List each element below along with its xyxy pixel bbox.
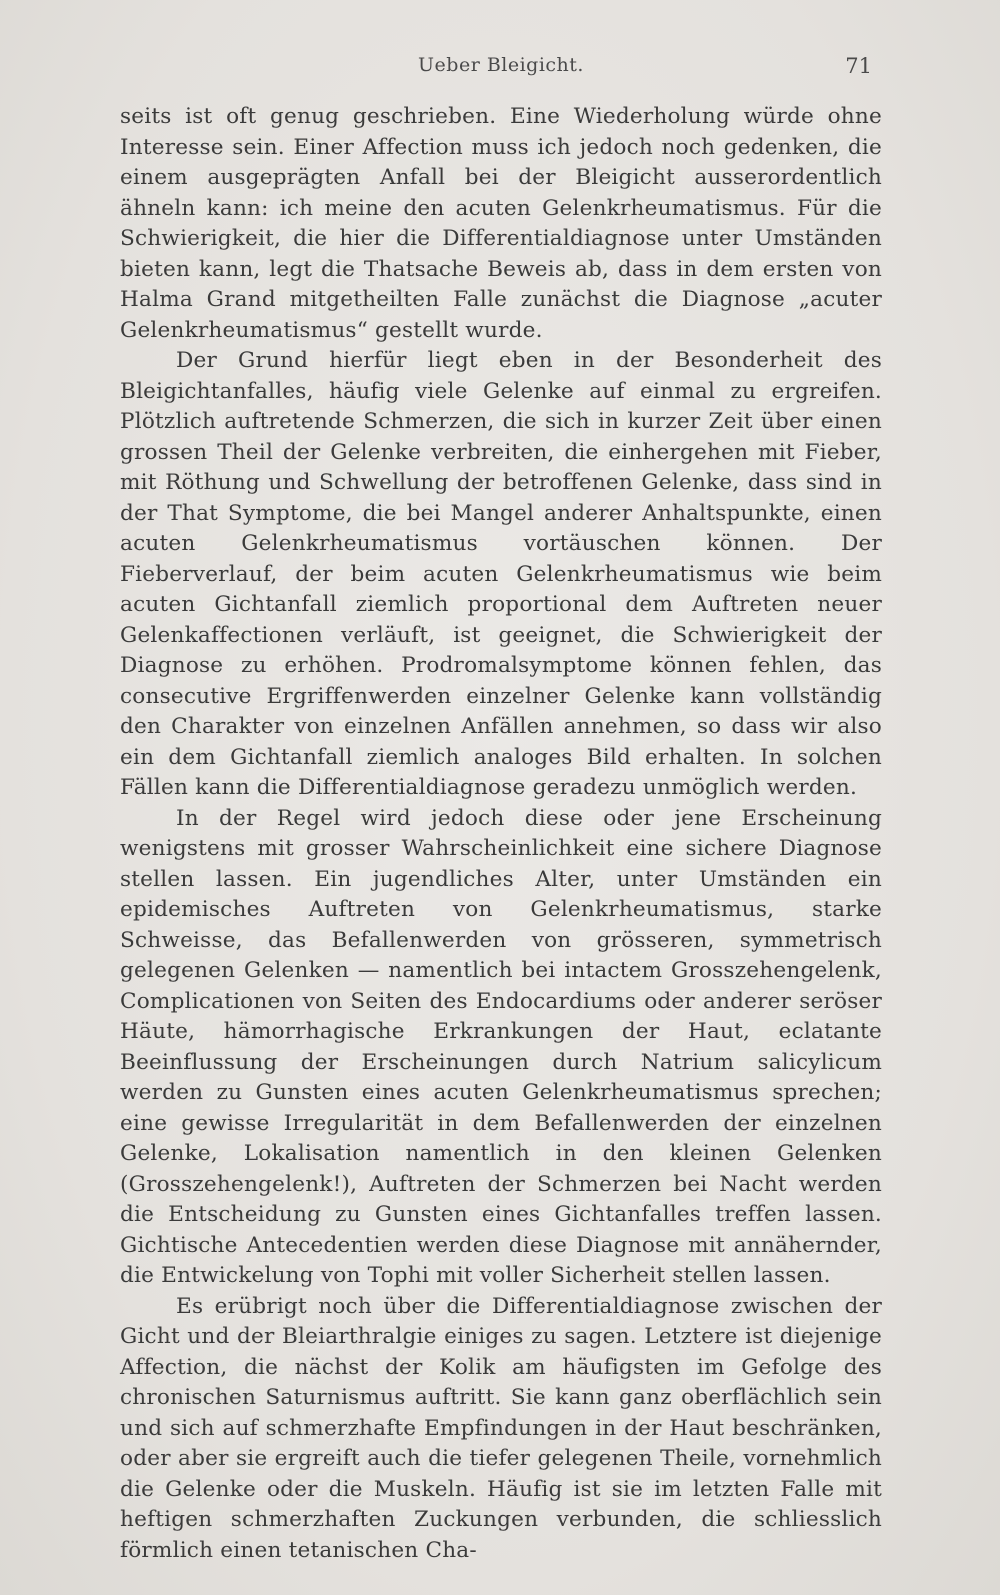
paragraph-continuation: seits ist oft genug geschrieben. Eine Wiederholung würde ohne Interesse sein. Einer Affection muss ich jedoch noch gedenken, die einem ausgeprägten Anfall bei der Bleigicht ausserordentlich ähneln kann: ich meine den acuten Gelenkrheumatismus. Für die Schwierigkeit, die hier die Differentialdiagnose unter Umständen bieten kann, legt die Thatsache Beweis ab, dass in dem ersten von Halma Grand mitgetheilten Falle zunächst die Diagnose „acuter Gelenkrheumatismus“ gestellt wurde. bbox=[120, 104, 882, 343]
paragraph: Es erübrigt noch über die Differentialdiagnose zwischen der Gicht und der Bleiarthralgie einiges zu sagen. Letztere ist diejenige Affection, die nächst der Kolik am häufigsten im Gefolge des chronischen Saturnismus auftritt. Sie kann ganz oberflächlich sein und sich auf schmerzhafte Empfindungen in der Haut beschränken, oder aber sie ergreift auch die tiefer gelegenen Theile, vornehmlich die Gelenke oder die Muskeln. Häufig ist sie im letzten Falle mit heftigen schmerzhaften Zuckungen verbunden, die schliesslich förmlich einen tetanischen Cha- bbox=[120, 1293, 882, 1563]
page-number: 71 bbox=[845, 54, 872, 78]
paragraph: Der Grund hierfür liegt eben in der Besonderheit des Bleigichtanfalles, häufig viele Gelenke auf einmal zu ergreifen. Plötzlich auftretende Schmerzen, die sich in kurzer Zeit über einen grossen Theil der Gelenke verbreiten, die einhergehen mit Fieber, mit Röthung und Schwellung der betroffenen Gelenke, dass sind in der That Symptome, die bei Mangel anderer Anhaltspunkte, einen acuten Gelenkrheumatismus vortäuschen können. Der Fieberverlauf, der beim acuten Gelenkrheumatismus wie beim acuten Gichtanfall ziemlich proportional dem Auftreten neuer Gelenkaffectionen verläuft, ist geeignet, die Schwierigkeit der Diagnose zu erhöhen. Prodromalsymptome können fehlen, das consecutive Ergriffenwerden einzelner Gelenke kann vollständig den Charakter von einzelnen Anfällen annehmen, so dass wir also ein dem Gichtanfall ziemlich analoges Bild erhalten. In solchen Fällen kann die Differentialdiagnose geradezu unmöglich werden. bbox=[120, 348, 882, 800]
page-header bbox=[120, 54, 882, 86]
body-text bbox=[120, 102, 882, 1566]
running-title: Ueber Bleigicht. bbox=[418, 54, 584, 76]
paragraph: In der Regel wird jedoch diese oder jene Erscheinung wenigstens mit grosser Wahrscheinlichkeit eine sichere Diagnose stellen lassen. Ein jugendliches Alter, unter Umständen ein epidemisches Auftreten von Gelenkrheumatismus, starke Schweisse, das Befallenwerden von grösseren, symmetrisch gelegenen Gelenken — namentlich bei intactem Grosszehengelenk, Complicationen von Seiten des Endocardiums oder anderer seröser Häute, hämorrhagische Erkrankungen der Haut, eclatante Beeinflussung der Erscheinungen durch Natrium salicylicum werden zu Gunsten eines acuten Gelenkrheumatismus sprechen; eine gewisse Irregularität in dem Befallenwerden der einzelnen Gelenke, Lokalisation namentlich in den kleinen Gelenken (Grosszehengelenk!), Auftreten der Schmerzen bei Nacht werden die Entscheidung zu Gunsten eines Gichtanfalles treffen lassen. Gichtische Antecedentien werden diese Diagnose mit annähernder, die Entwickelung von Tophi mit voller Sicherheit stellen lassen. bbox=[120, 805, 882, 1288]
